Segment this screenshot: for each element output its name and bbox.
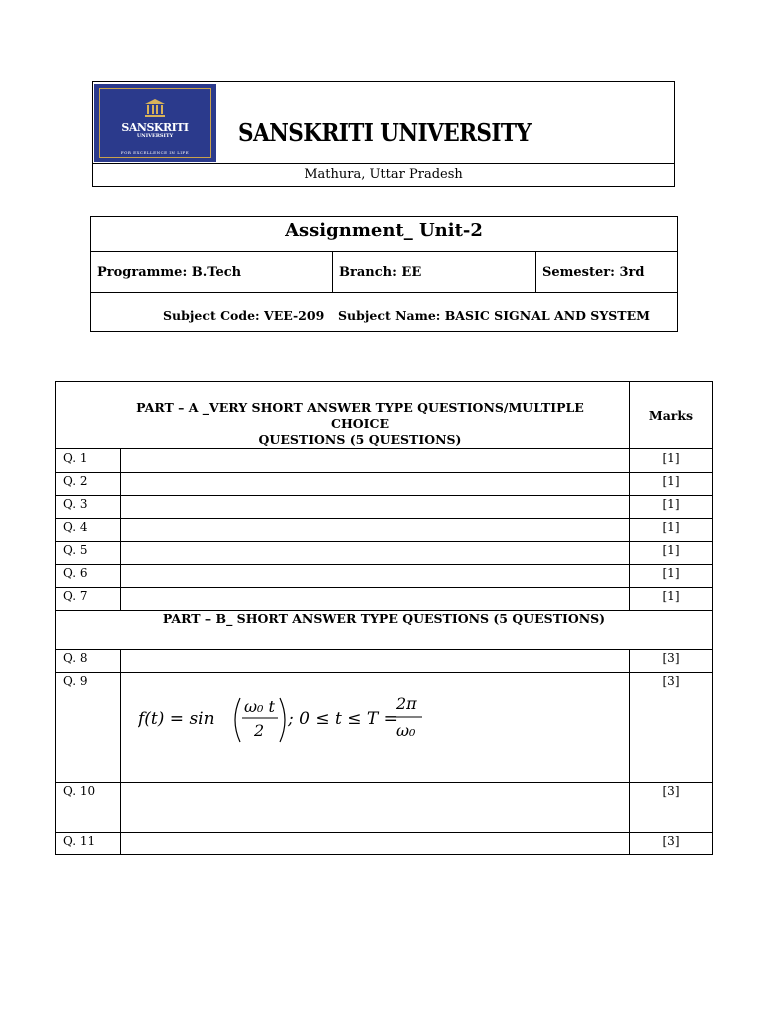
university-name: SANSKRITI UNIVERSITY	[238, 118, 532, 147]
question-label: Q. 7	[63, 589, 88, 603]
row-divider	[56, 448, 712, 449]
row-divider	[56, 564, 712, 565]
formula-mid: ; 0 ≤ t ≤ T =	[288, 709, 398, 729]
question-label: Q. 2	[63, 474, 88, 488]
row-divider	[56, 672, 712, 673]
left-paren	[235, 698, 240, 742]
question-marks: [1]	[662, 520, 680, 534]
question-marks: [3]	[662, 674, 680, 688]
part-a-heading-line2: QUESTIONS (5 QUESTIONS)	[258, 432, 462, 447]
formula-num2: 2π	[396, 694, 417, 713]
branch-cell: Branch: EE	[333, 251, 536, 292]
assignment-title: Assignment_ Unit-2	[91, 217, 677, 252]
row-divider	[56, 541, 712, 542]
assignment-info-box	[90, 216, 678, 332]
row-divider	[56, 472, 712, 473]
formula-svg	[138, 690, 438, 750]
part-a-heading	[120, 400, 600, 448]
temple-icon	[144, 98, 166, 118]
question-label: Q. 5	[63, 543, 88, 557]
formula-den2: ω₀	[396, 721, 416, 740]
question-label: Q. 4	[63, 520, 88, 534]
logo-tagline: FOR EXCELLENCE IN LIFE	[120, 150, 190, 155]
question-marks: [3]	[662, 651, 680, 665]
question-9-formula	[138, 690, 438, 754]
question-marks: [3]	[662, 834, 680, 848]
row-divider	[56, 782, 712, 783]
subject-code: Subject Code: VEE-209	[163, 308, 325, 323]
logo-subtitle: UNIVERSITY	[136, 133, 174, 139]
subject-name: Subject Name: BASIC SIGNAL AND SYSTEM	[338, 308, 650, 323]
question-label: Q. 10	[63, 784, 96, 798]
right-paren	[280, 698, 285, 742]
university-location: Mathura, Uttar Pradesh	[304, 167, 463, 182]
question-marks: [1]	[662, 451, 680, 465]
question-label: Q. 11	[63, 834, 96, 848]
question-label: Q. 6	[63, 566, 88, 580]
question-marks: [1]	[662, 543, 680, 557]
question-label: Q. 9	[63, 674, 88, 688]
row-divider	[56, 649, 712, 650]
question-label: Q. 1	[63, 451, 88, 465]
row-divider	[56, 587, 712, 588]
questions-table	[55, 381, 713, 855]
university-header	[92, 81, 675, 187]
question-marks: [3]	[662, 784, 680, 798]
formula-lhs: f(t) = sin	[138, 709, 215, 729]
question-marks: [1]	[662, 497, 680, 511]
formula-den1: 2	[254, 721, 265, 740]
part-a-heading-line1: PART – A _VERY SHORT ANSWER TYPE QUESTIONS/MULTIPLE CHOICE	[136, 400, 584, 431]
question-marks: [1]	[662, 589, 680, 603]
row-divider	[56, 495, 712, 496]
part-b-heading: PART – B_ SHORT ANSWER TYPE QUESTIONS (5 QUESTIONS)	[162, 611, 606, 626]
programme-cell: Programme: B.Tech	[91, 251, 333, 292]
logo-name: SANSKRITI	[121, 121, 189, 134]
formula-num1: ω₀ t	[244, 697, 275, 716]
question-marks: [1]	[662, 474, 680, 488]
label-column-divider-b	[120, 649, 121, 855]
question-label: Q. 3	[63, 497, 88, 511]
semester-cell: Semester: 3rd	[542, 265, 645, 280]
question-marks: [1]	[662, 566, 680, 580]
programme-row	[91, 251, 677, 293]
subject-row	[91, 292, 677, 332]
question-label: Q. 8	[63, 651, 88, 665]
row-divider	[56, 832, 712, 833]
row-divider	[56, 518, 712, 519]
marks-header: Marks	[648, 408, 694, 423]
university-logo	[94, 84, 216, 162]
